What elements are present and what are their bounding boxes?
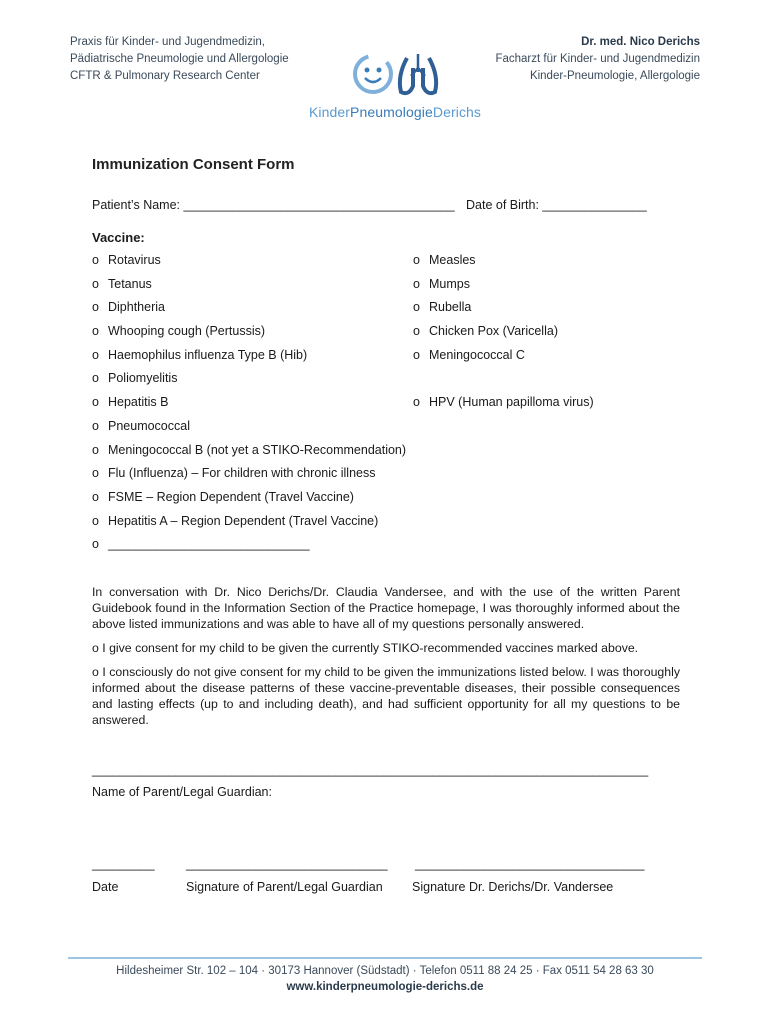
- vaccine-label: Tetanus: [108, 276, 152, 291]
- vaccine-label: Rotavirus: [108, 253, 161, 267]
- practice-line-2: Pädiatrische Pneumologie und Allergologie: [70, 53, 289, 65]
- vaccine-other-blank[interactable]: _____________________________: [108, 537, 310, 552]
- vaccine-option-hib[interactable]: [92, 344, 406, 368]
- vaccine-label: Whooping cough (Pertussis): [108, 324, 266, 339]
- practice-line-3: CFTR & Pulmonary Research Center: [70, 70, 260, 82]
- vaccine-label: Chicken Pox (Varicella): [429, 324, 558, 339]
- logo-wordmark: [300, 104, 490, 120]
- practice-info: [70, 34, 289, 85]
- vaccine-option-meningococcal-c[interactable]: [413, 344, 594, 368]
- checkbox-bullet[interactable]: o: [92, 347, 99, 362]
- vaccine-label: FSME – Region Dependent (Travel Vaccine): [108, 489, 354, 504]
- logo-text-kinder: Kinder: [308, 104, 351, 120]
- vaccine-list-left: [92, 249, 406, 557]
- vaccine-option-diphtheria[interactable]: [92, 296, 406, 320]
- date-label: Date: [92, 880, 119, 894]
- vaccine-label: Measles: [429, 253, 476, 267]
- vaccine-label: Meningococcal C: [429, 347, 525, 362]
- empty-row: [413, 367, 594, 391]
- vaccine-option-flu[interactable]: [92, 462, 406, 486]
- dob-field[interactable]: Date of Birth: _______________: [466, 198, 647, 212]
- footer-divider: [68, 957, 702, 959]
- patient-name-field[interactable]: Patient’s Name: _______________________________________: [92, 198, 455, 212]
- checkbox-bullet[interactable]: o: [413, 347, 420, 362]
- vaccine-label: Flu (Influenza) – For children with chronic illness: [108, 466, 376, 481]
- logo-text-derichs: Derichs: [432, 104, 482, 120]
- checkbox-bullet[interactable]: o: [92, 253, 99, 267]
- doctor-info: [495, 34, 700, 85]
- footer-address: Hildesheimer Str. 102 – 104 · 30173 Hannover (Südstadt) · Telefon 0511 88 24 25 · Fax 0511 54 28 63 30: [116, 965, 654, 977]
- checkbox-bullet[interactable]: o: [92, 371, 99, 386]
- vaccine-option-polio[interactable]: [92, 367, 406, 391]
- vaccine-option-hepatitis-b[interactable]: [92, 391, 406, 415]
- vaccine-label: Meningococcal B (not yet a STIKO-Recommendation): [108, 442, 407, 457]
- vaccine-label: Diphtheria: [108, 300, 165, 315]
- practice-logo: [300, 46, 490, 126]
- doctor-line-2: Kinder-Pneumologie, Allergologie: [529, 70, 700, 82]
- checkbox-bullet[interactable]: o: [92, 442, 99, 457]
- consent-decline-option[interactable]: o I consciously do not give consent for my child to be given the immunizations listed below. I was thoroughly informed about the disease patterns of these vaccine-preventable diseases, their possible consequences and lasting effects (up to and including death), and had sufficient opportunity for all my questions to be answered.: [92, 665, 680, 727]
- vaccine-label: HPV (Human papilloma virus): [429, 395, 594, 410]
- checkbox-bullet[interactable]: o: [92, 324, 99, 339]
- vaccine-option-fsme[interactable]: [92, 486, 406, 510]
- vaccine-option-tetanus[interactable]: [92, 273, 406, 297]
- guardian-name-label: Name of Parent/Legal Guardian:: [92, 785, 272, 799]
- doctor-signature-label: Signature Dr. Derichs/Dr. Vandersee: [412, 880, 614, 894]
- doctor-name: Dr. med. Nico Derichs: [581, 36, 700, 48]
- checkbox-bullet[interactable]: o: [413, 276, 420, 291]
- vaccine-heading: Vaccine:: [92, 230, 145, 245]
- vaccine-option-rubella[interactable]: [413, 296, 594, 320]
- checkbox-bullet[interactable]: o: [92, 276, 99, 291]
- vaccine-label: Haemophilus influenza Type B (Hib): [108, 347, 308, 362]
- vaccine-option-pertussis[interactable]: [92, 320, 406, 344]
- vaccine-label: Poliomyelitis: [108, 371, 178, 386]
- guardian-name-line[interactable]: ________________________________________________________________________________: [92, 763, 649, 777]
- checkbox-bullet[interactable]: o: [92, 537, 99, 552]
- checkbox-bullet[interactable]: o: [413, 300, 420, 315]
- doctor-line-1: Facharzt für Kinder- und Jugendmedizin: [495, 53, 700, 65]
- checkbox-bullet[interactable]: o: [413, 253, 420, 267]
- parent-signature-label: Signature of Parent/Legal Guardian: [186, 880, 383, 894]
- vaccine-option-mumps[interactable]: [413, 273, 594, 297]
- vaccine-label: Mumps: [429, 276, 470, 291]
- vaccine-option-other[interactable]: [92, 533, 406, 557]
- vaccine-option-hepatitis-a[interactable]: [92, 510, 406, 534]
- footer-website-link[interactable]: www.kinderpneumologie-derichs.de: [286, 981, 484, 993]
- form-title: Immunization Consent Form: [92, 156, 295, 173]
- vaccine-list-right: [413, 249, 594, 415]
- consent-intro-text: In conversation with Dr. Nico Derichs/Dr. Claudia Vandersee, and with the use of the written Parent Guidebook found in the Information Section of the Practice homepage, I was thoroughly informed about the above listed immunizations and was able to have all of my questions personally answered.: [92, 585, 680, 631]
- logo-face-lungs-icon: [345, 46, 445, 102]
- vaccine-option-hpv[interactable]: [413, 391, 594, 415]
- checkbox-bullet[interactable]: o: [92, 489, 99, 504]
- checkbox-bullet[interactable]: o: [92, 300, 99, 315]
- vaccine-option-rotavirus[interactable]: [92, 249, 406, 273]
- vaccine-option-meningococcal-b[interactable]: [92, 439, 406, 463]
- checkbox-bullet[interactable]: o: [92, 395, 99, 410]
- vaccine-option-pneumococcal[interactable]: [92, 415, 406, 439]
- checkbox-bullet[interactable]: o: [92, 418, 99, 433]
- vaccine-label: Hepatitis B: [108, 395, 169, 410]
- parent-signature-line[interactable]: _____________________________: [186, 857, 388, 871]
- checkbox-bullet[interactable]: o: [92, 466, 99, 481]
- checkbox-bullet[interactable]: o: [92, 513, 99, 528]
- vaccine-label: Rubella: [429, 300, 472, 315]
- checkbox-bullet[interactable]: o: [413, 324, 420, 339]
- vaccine-label: Pneumococcal: [108, 418, 190, 433]
- practice-line-1: Praxis für Kinder- und Jugendmedizin,: [70, 36, 265, 48]
- vaccine-option-varicella[interactable]: [413, 320, 594, 344]
- consent-give-option[interactable]: o I give consent for my child to be given the currently STIKO-recommended vaccines marked above.: [92, 641, 639, 655]
- date-line[interactable]: _________: [92, 857, 155, 871]
- logo-text-pneumologie: Pneumologie: [350, 104, 433, 120]
- vaccine-option-measles[interactable]: [413, 249, 594, 273]
- checkbox-bullet[interactable]: o: [413, 395, 420, 410]
- vaccine-label: Hepatitis A – Region Dependent (Travel Vaccine): [108, 513, 379, 528]
- doctor-signature-line[interactable]: _________________________________: [415, 857, 645, 871]
